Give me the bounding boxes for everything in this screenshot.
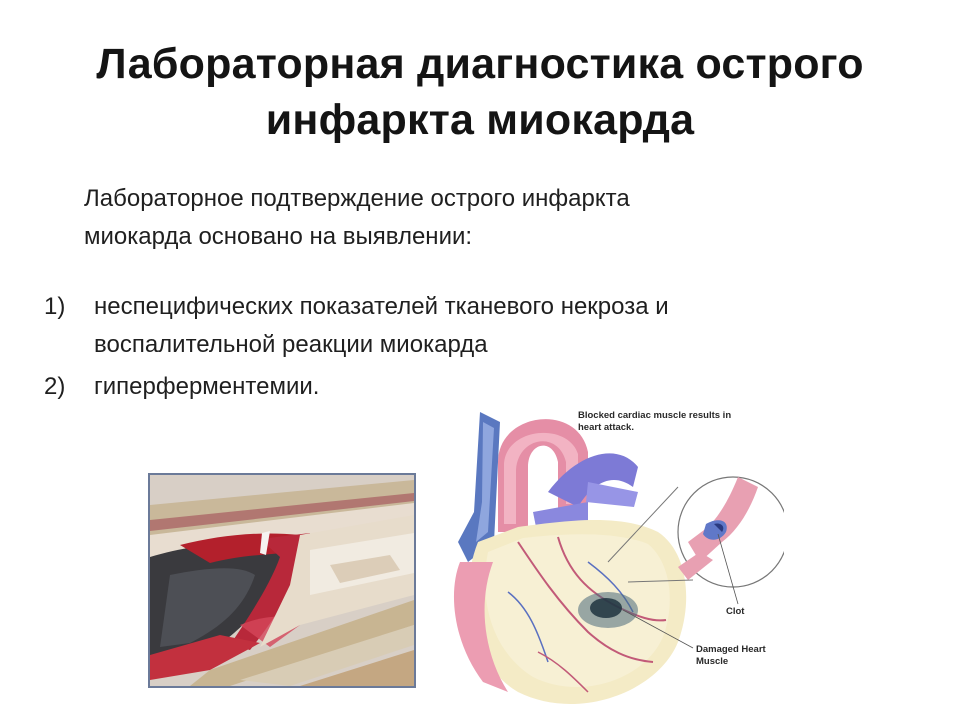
slide-title (40, 36, 920, 148)
clot-label: Clot (726, 606, 745, 617)
intro-paragraph (84, 180, 844, 256)
slide-title-line-2: инфаркта миокарда (265, 96, 695, 144)
heart-illustration (438, 392, 784, 716)
slide-title-line-1: Лабораторная диагностика острого (96, 40, 864, 88)
intro-line-2: миокарда основано на выявлении: (84, 223, 473, 250)
intro-line-1: Лабораторное подтверждение острого инфаркта (84, 185, 630, 212)
illustration-caption-line-2: heart attack. (578, 422, 634, 433)
list-item-number: 2) (44, 373, 66, 400)
histology-drawing (150, 475, 414, 686)
list-item-number: 1) (44, 293, 66, 320)
illustration-caption-line-1: Blocked cardiac muscle results in (578, 410, 732, 421)
damage-label-line-2: Muscle (696, 656, 729, 667)
damage-label-line-1: Damaged Heart (696, 644, 766, 655)
histology-image (148, 473, 416, 688)
list-item (44, 288, 884, 364)
heart-diagram (438, 392, 784, 716)
list-item-text-line: неспецифических показателей тканевого некроза и (94, 293, 669, 320)
list-item-text-line: воспалительной реакции миокарда (94, 331, 488, 358)
list-item-text-line: гиперферментемии. (94, 373, 320, 400)
